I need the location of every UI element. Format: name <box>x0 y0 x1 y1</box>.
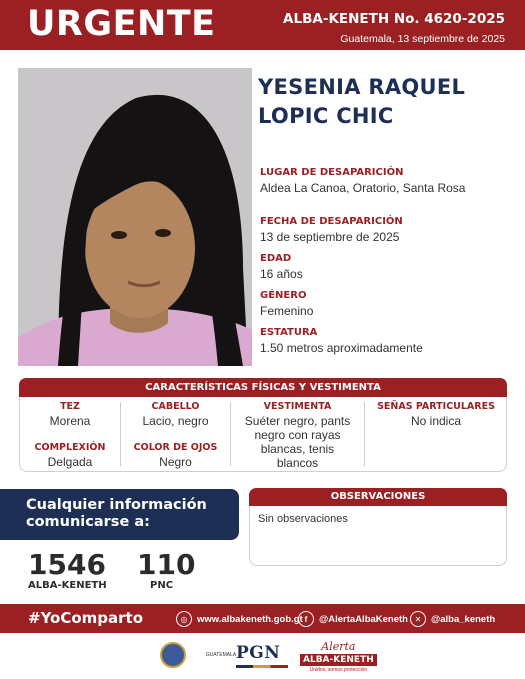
genero-value: Femenino <box>260 304 314 318</box>
alba-logo-line-2: ALBA-KENETH <box>300 654 377 666</box>
vestimenta-line: Suéter negro, pants <box>244 414 351 428</box>
phone-label-pnc: PNC <box>150 580 174 591</box>
complexion-label: COMPLEXIÓN <box>34 442 106 453</box>
alert-number: ALBA-KENETH No. 4620-2025 <box>283 11 505 27</box>
complexion-value: Delgada <box>47 455 93 469</box>
phone-number-pnc: 110 <box>137 548 196 581</box>
name-line-1: YESENIA RAQUEL <box>258 75 466 99</box>
person-photo <box>18 68 252 366</box>
vestimenta-line: negro con rayas <box>254 428 341 442</box>
cabello-value: Lacio, negro <box>142 414 209 428</box>
phone-number-alba: 1546 <box>28 548 106 581</box>
alert-date: Guatemala, 13 septiembre de 2025 <box>340 33 505 45</box>
facebook-text: @AlertaAlbaKeneth <box>319 613 408 625</box>
cabello-label: CABELLO <box>151 401 200 412</box>
vestimenta-line: blancas, tenis <box>260 442 335 456</box>
pgn-logo-bar <box>236 665 288 668</box>
website-link[interactable] <box>176 610 303 628</box>
x-link[interactable] <box>410 610 495 628</box>
contact-line-2: comunicarse a: <box>26 514 150 530</box>
vestimenta-label: VESTIMENTA <box>263 401 332 412</box>
observations-header: OBSERVACIONES <box>249 488 507 506</box>
ojos-label: COLOR DE OJOS <box>133 442 218 453</box>
hashtag: #YoComparto <box>28 609 144 627</box>
lugar-value: Aldea La Canoa, Oratorio, Santa Rosa <box>260 181 466 195</box>
phone-label-alba: ALBA-KENETH <box>28 580 107 591</box>
fecha-label: FECHA DE DESAPARICIÓN <box>260 216 403 227</box>
edad-value: 16 años <box>260 267 303 281</box>
globe-icon: ◎ <box>176 611 192 627</box>
genero-label: GÉNERO <box>260 290 307 301</box>
observations-text: Sin observaciones <box>258 513 348 525</box>
contact-line-1: Cualquier información <box>26 497 207 513</box>
urgent-title: URGENTE <box>27 4 216 44</box>
government-logo-text: GUATEMALA <box>205 651 237 658</box>
characteristics-header: CARACTERÍSTICAS FÍSICAS Y VESTIMENTA <box>19 378 507 397</box>
x-text: @alba_keneth <box>431 613 496 625</box>
alba-keneth-logo <box>300 640 377 673</box>
vestimenta-value <box>231 414 364 470</box>
edad-label: EDAD <box>260 253 292 264</box>
tez-value: Morena <box>49 414 91 428</box>
name-line-2: LOPIC CHIC <box>258 104 394 128</box>
estatura-label: ESTATURA <box>260 327 318 338</box>
ojos-value: Negro <box>159 455 192 469</box>
senas-label: SEÑAS PARTICULARES <box>377 401 495 412</box>
pgn-logo <box>236 643 280 663</box>
person-name <box>258 73 508 131</box>
lugar-label: LUGAR DE DESAPARICIÓN <box>260 167 404 178</box>
facebook-link[interactable] <box>298 610 408 628</box>
contact-text <box>26 497 207 531</box>
estatura-value: 1.50 metros aproximadamente <box>260 341 423 355</box>
alba-logo-line-1: Alerta <box>321 640 356 653</box>
x-icon: ✕ <box>410 611 426 627</box>
fecha-value: 13 de septiembre de 2025 <box>260 230 400 244</box>
tez-label: TEZ <box>60 401 80 412</box>
pgn-logo-text: PGN <box>236 643 281 663</box>
vestimenta-line: blancos <box>276 456 319 470</box>
facebook-icon: f <box>298 611 314 627</box>
coat-of-arms-icon <box>160 642 186 668</box>
alba-logo-line-3: Unidos, somos protección <box>309 667 368 673</box>
website-text: www.albakeneth.gob.gt <box>197 613 303 625</box>
senas-value: No indica <box>410 414 462 428</box>
